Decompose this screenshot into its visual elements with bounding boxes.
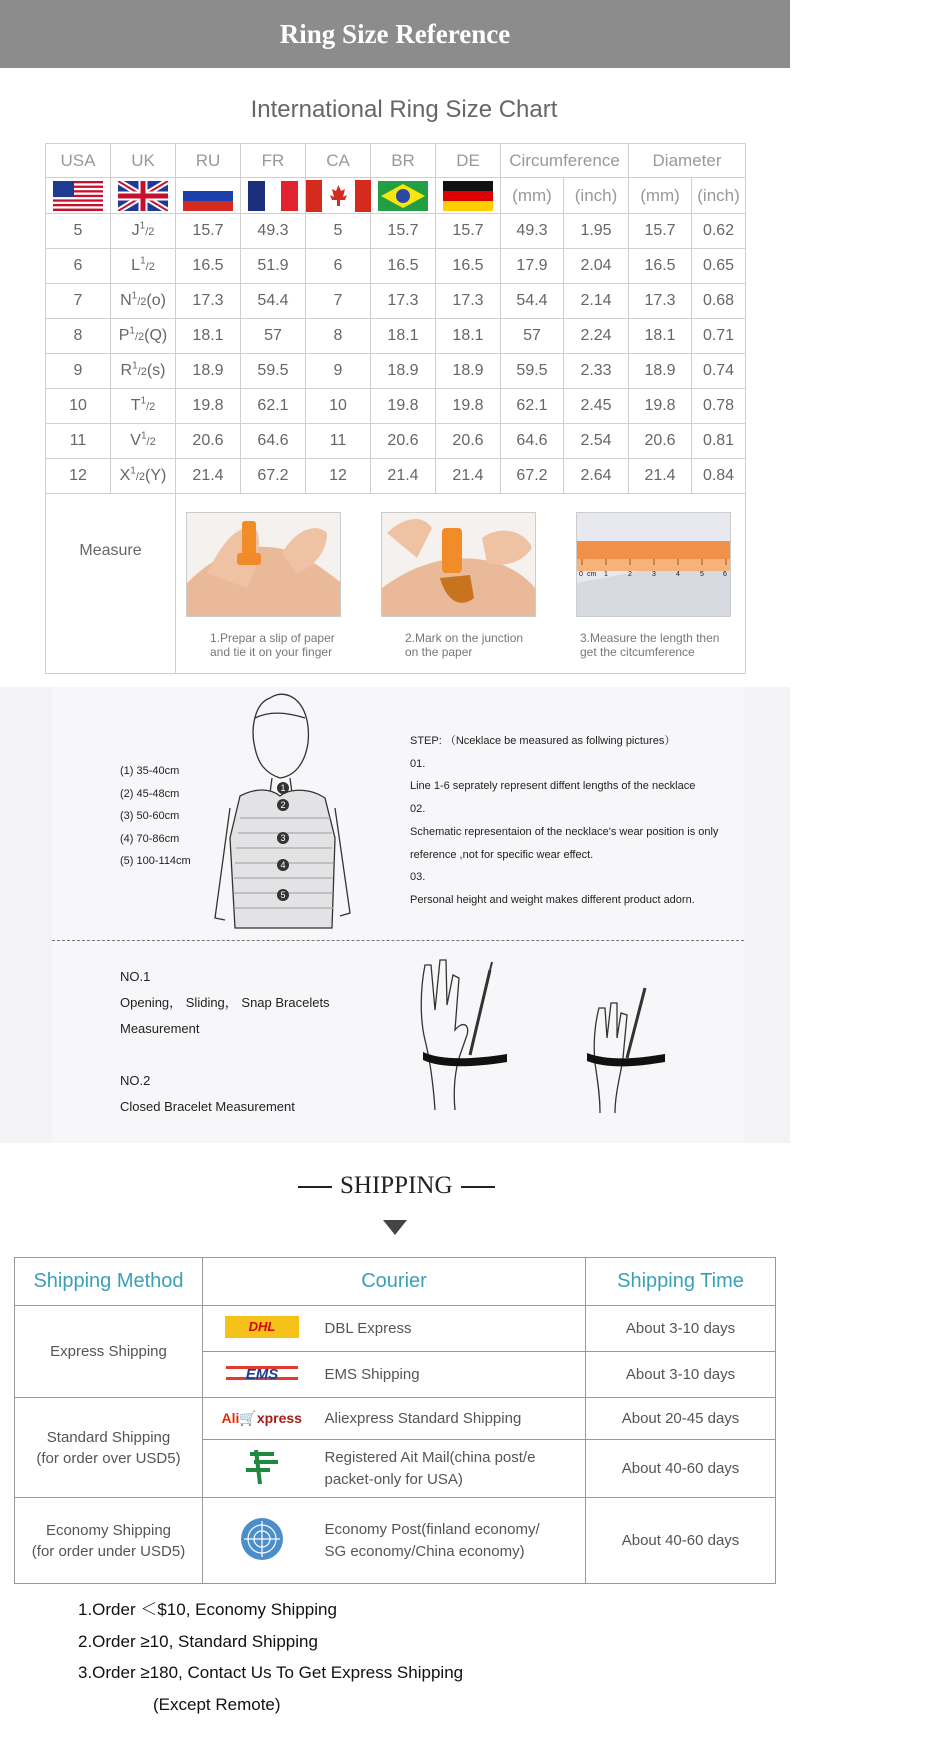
col-header-br: BR — [371, 144, 436, 178]
ring-cell-fr: 62.1 — [241, 389, 306, 424]
time-aliexpress: About 20-45 days — [586, 1398, 776, 1440]
ring-cell-dia-in: 0.78 — [692, 389, 746, 424]
ring-cell-usa: 12 — [46, 459, 111, 494]
ring-cell-dia-in: 0.74 — [692, 354, 746, 389]
france-flag-icon — [248, 181, 298, 211]
col-header-shipping-method: Shipping Method — [15, 1258, 203, 1306]
necklace-steps — [410, 730, 750, 912]
fr-flag-cell — [241, 178, 306, 214]
ring-cell-br: 18.1 — [371, 319, 436, 354]
courier-chinapost: Registered Ait Mail(china post/e packet-only for USA) — [321, 1440, 586, 1498]
ring-cell-uk: $L^1/2$ — [111, 249, 176, 284]
marker-2: 2 — [280, 800, 286, 810]
ring-size-row — [46, 249, 746, 284]
ruler-label-1: 1 — [604, 571, 608, 578]
shipping-row-aliexpress — [15, 1398, 776, 1440]
ring-cell-fr: 49.3 — [241, 214, 306, 249]
canada-flag-icon — [306, 180, 371, 212]
ring-cell-dia-mm: 17.3 — [629, 284, 692, 319]
courier-dhl: DBL Express — [321, 1306, 586, 1352]
col-header-de: DE — [436, 144, 501, 178]
ring-size-row — [46, 459, 746, 494]
ruler-label-0: 0 — [579, 571, 583, 578]
ring-cell-dia-mm: 20.6 — [629, 424, 692, 459]
measure-step-2-caption: 2.Mark on the junction on the paper — [405, 631, 524, 659]
measure-step-3 — [576, 512, 736, 659]
ring-cell-dia-in: 0.81 — [692, 424, 746, 459]
ruler-label-2: 2 — [628, 571, 632, 578]
ring-chart-title: International Ring Size Chart — [250, 96, 558, 123]
time-dhl: About 3-10 days — [586, 1306, 776, 1352]
necklace-length-item: (5) 100-114cm — [120, 855, 191, 867]
necklace-step-line: Schematic representaion of the necklace's wear position is only — [410, 825, 719, 838]
ring-cell-dia-mm: 19.8 — [629, 389, 692, 424]
open-bracelet-hand-illustration — [415, 950, 515, 1115]
ring-cell-usa: 6 — [46, 249, 111, 284]
shipping-header-row — [15, 1258, 776, 1306]
uk-flag-icon — [118, 181, 168, 211]
ring-cell-de: 21.4 — [436, 459, 501, 494]
bracelet-no1-desc: Opening， Sliding， Snap Bracelets — [120, 995, 330, 1010]
ring-cell-ru: 17.3 — [176, 284, 241, 319]
measure-step-2 — [381, 512, 541, 659]
mark-paper-photo — [381, 512, 536, 617]
ring-cell-fr: 59.5 — [241, 354, 306, 389]
necklace-step-line: 01. — [410, 757, 426, 770]
ring-cell-circ-in: 1.95 — [564, 214, 629, 249]
ring-cell-de: 17.3 — [436, 284, 501, 319]
col-header-courier: Courier — [203, 1258, 586, 1306]
ring-cell-circ-mm: 59.5 — [501, 354, 564, 389]
ring-cell-circ-in: 2.33 — [564, 354, 629, 389]
ring-cell-fr: 54.4 — [241, 284, 306, 319]
china-post-logo-icon — [242, 1448, 282, 1486]
ru-flag-cell — [176, 178, 241, 214]
ca-flag-cell — [306, 178, 371, 214]
necklace-step-line: reference ,not for specific wear effect. — [410, 848, 594, 861]
measure-step-1 — [186, 512, 346, 659]
ring-cell-circ-in: 2.14 — [564, 284, 629, 319]
ring-cell-usa: 11 — [46, 424, 111, 459]
marker-5: 5 — [280, 890, 286, 900]
col-header-circumference: Circumference — [501, 144, 629, 178]
brazil-flag-icon — [378, 181, 428, 211]
ring-cell-de: 20.6 — [436, 424, 501, 459]
col-header-ca: CA — [306, 144, 371, 178]
ring-cell-dia-in: 0.68 — [692, 284, 746, 319]
ring-cell-circ-in: 2.04 — [564, 249, 629, 284]
ring-cell-fr: 64.6 — [241, 424, 306, 459]
germany-flag-icon — [443, 181, 493, 211]
ring-cell-circ-in: 2.24 — [564, 319, 629, 354]
ring-cell-fr: 51.9 — [241, 249, 306, 284]
measure-label: Measure — [46, 494, 176, 674]
ring-cell-de: 16.5 — [436, 249, 501, 284]
shipping-note: 1.Order ＜$10, Economy Shipping — [78, 1600, 337, 1619]
ring-cell-br: 17.3 — [371, 284, 436, 319]
courier-aliexpress: Aliexpress Standard Shipping — [321, 1398, 586, 1440]
necklace-model-illustration — [210, 688, 380, 938]
ring-cell-usa: 7 — [46, 284, 111, 319]
ring-cell-dia-mm: 18.9 — [629, 354, 692, 389]
bracelet-no1-title: NO.1 — [120, 969, 151, 984]
unit-dia-inch: (inch) — [692, 178, 746, 214]
ring-cell-circ-mm: 62.1 — [501, 389, 564, 424]
marker-4: 4 — [280, 860, 286, 870]
unit-circ-inch: (inch) — [564, 178, 629, 214]
ring-cell-circ-mm: 54.4 — [501, 284, 564, 319]
ruler-label-cm: cm — [587, 571, 597, 578]
uk-flag-cell — [111, 178, 176, 214]
ems-logo-cell — [203, 1352, 321, 1398]
br-flag-cell — [371, 178, 436, 214]
marker-3: 3 — [280, 833, 286, 843]
ring-cell-dia-in: 0.71 — [692, 319, 746, 354]
measure-step-3-caption: 3.Measure the length then get the citcumference — [580, 631, 720, 659]
ring-size-table — [45, 143, 746, 674]
necklace-length-item: (2) 45-48cm — [120, 787, 180, 800]
ring-cell-circ-mm: 49.3 — [501, 214, 564, 249]
ring-cell-ca: 10 — [306, 389, 371, 424]
ring-cell-fr: 67.2 — [241, 459, 306, 494]
ring-cell-usa: 9 — [46, 354, 111, 389]
ring-cell-uk: $X^1/2(Y)$ — [111, 459, 176, 494]
necklace-length-list — [120, 760, 191, 873]
ring-cell-usa: 10 — [46, 389, 111, 424]
ring-cell-uk: $V^1/2$ — [111, 424, 176, 459]
shipping-note: 3.Order ≥180, Contact Us To Get Express Shipping — [78, 1663, 464, 1682]
ring-cell-de: 18.1 — [436, 319, 501, 354]
ring-cell-circ-mm: 64.6 — [501, 424, 564, 459]
ring-cell-ru: 15.7 — [176, 214, 241, 249]
ring-cell-dia-mm: 15.7 — [629, 214, 692, 249]
dhl-logo-icon — [225, 1316, 299, 1338]
closed-bracelet-hand-illustration — [585, 983, 670, 1115]
ring-header-row — [46, 144, 746, 178]
panel-divider — [52, 940, 744, 941]
ring-size-row — [46, 424, 746, 459]
ring-cell-br: 16.5 — [371, 249, 436, 284]
ring-cell-ru: 21.4 — [176, 459, 241, 494]
ring-cell-ca: 8 — [306, 319, 371, 354]
ring-cell-uk: $J^1/2$ — [111, 214, 176, 249]
shipping-note: (Except Remote) — [153, 1694, 281, 1714]
courier-ems: EMS Shipping — [321, 1352, 586, 1398]
ruler-photo — [576, 512, 731, 617]
time-economy: About 40-60 days — [586, 1498, 776, 1584]
necklace-step-line: 02. — [410, 803, 426, 816]
ring-cell-de: 18.9 — [436, 354, 501, 389]
dhl-logo-cell — [203, 1306, 321, 1352]
aliexpress-logo-icon: Ali🛒xpress — [221, 1410, 302, 1426]
ring-cell-circ-mm: 17.9 — [501, 249, 564, 284]
time-chinapost: About 40-60 days — [586, 1440, 776, 1498]
ring-size-row — [46, 319, 746, 354]
ruler-label-5: 5 — [700, 571, 704, 578]
finger-wrap-photo — [186, 512, 341, 617]
measure-step-1-caption: 1.Prepar a slip of paper and tie it on your finger — [210, 631, 335, 659]
ring-size-row — [46, 354, 746, 389]
ring-cell-ru: 18.9 — [176, 354, 241, 389]
banner-title: Ring Size Reference — [279, 18, 511, 49]
method-economy: Economy Shipping (for order under USD5) — [15, 1498, 203, 1584]
bracelet-no2-desc: Closed Bracelet Measurement — [120, 1099, 295, 1114]
ring-cell-circ-mm: 57 — [501, 319, 564, 354]
col-header-ru: RU — [176, 144, 241, 178]
ring-cell-dia-mm: 16.5 — [629, 249, 692, 284]
necklace-step-line: STEP: （Nceklace be measured as follwing pictures） — [410, 735, 676, 747]
bracelet-instructions — [120, 964, 330, 1120]
col-header-fr: FR — [241, 144, 306, 178]
necklace-length-item: (4) 70-86cm — [120, 832, 180, 845]
ring-cell-br: 18.9 — [371, 354, 436, 389]
down-arrow-icon — [383, 1220, 407, 1235]
necklace-step-line: Line 1-6 seprately represent diffent lengths of the necklace — [410, 780, 696, 793]
bracelet-no1-desc2: Measurement — [120, 1021, 200, 1036]
ring-cell-circ-in: 2.45 — [564, 389, 629, 424]
ring-cell-ca: 9 — [306, 354, 371, 389]
ring-cell-ca: 6 — [306, 249, 371, 284]
ring-cell-circ-in: 2.54 — [564, 424, 629, 459]
ring-cell-ca: 12 — [306, 459, 371, 494]
ring-cell-uk: $N^1/2(o)$ — [111, 284, 176, 319]
necklace-length-item: (3) 50-60cm — [120, 810, 180, 822]
header-banner — [0, 0, 790, 68]
unit-dia-mm: (mm) — [629, 178, 692, 214]
ring-cell-br: 15.7 — [371, 214, 436, 249]
ring-cell-de: 15.7 — [436, 214, 501, 249]
shipping-title-text: SHIPPING — [340, 1172, 453, 1199]
ruler-label-6: 6 — [723, 571, 727, 578]
flag-row — [46, 178, 746, 214]
un-emblem-icon — [235, 1515, 289, 1563]
shipping-table — [14, 1257, 776, 1584]
shipping-note: 2.Order ≥10, Standard Shipping — [78, 1631, 318, 1651]
necklace-step-line: Personal height and weight makes different product adorn. — [410, 893, 695, 906]
method-standard: Standard Shipping (for order over USD5) — [15, 1398, 203, 1498]
ring-cell-fr: 57 — [241, 319, 306, 354]
ring-cell-dia-in: 0.84 — [692, 459, 746, 494]
ring-cell-uk: $P^1/2(Q)$ — [111, 319, 176, 354]
marker-1: 1 — [280, 783, 286, 793]
ring-cell-ca: 5 — [306, 214, 371, 249]
ring-cell-ru: 16.5 — [176, 249, 241, 284]
col-header-diameter: Diameter — [629, 144, 746, 178]
ring-cell-br: 21.4 — [371, 459, 436, 494]
ring-cell-circ-mm: 67.2 — [501, 459, 564, 494]
ring-size-row — [46, 389, 746, 424]
ring-cell-de: 19.8 — [436, 389, 501, 424]
un-logo-cell — [203, 1498, 321, 1584]
method-express: Express Shipping — [15, 1306, 203, 1398]
col-header-shipping-time: Shipping Time — [586, 1258, 776, 1306]
ruler-label-4: 4 — [676, 571, 680, 578]
ring-cell-usa: 5 — [46, 214, 111, 249]
necklace-length-item: (1) 35-40cm — [120, 765, 180, 777]
chinapost-logo-cell — [203, 1440, 321, 1498]
aliexpress-logo-cell — [203, 1398, 321, 1440]
de-flag-cell — [436, 178, 501, 214]
ruler-label-3: 3 — [652, 571, 656, 578]
svg-text:EMS: EMS — [245, 1365, 279, 1383]
shipping-title — [290, 1172, 503, 1200]
ring-cell-ca: 7 — [306, 284, 371, 319]
ring-cell-dia-in: 0.65 — [692, 249, 746, 284]
usa-flag-cell — [46, 178, 111, 214]
ring-cell-br: 19.8 — [371, 389, 436, 424]
col-header-usa: USA — [46, 144, 111, 178]
shipping-row-dhl — [15, 1306, 776, 1352]
ring-size-row — [46, 214, 746, 249]
ring-cell-ca: 11 — [306, 424, 371, 459]
ring-cell-ru: 18.1 — [176, 319, 241, 354]
bracelet-no2-title: NO.2 — [120, 1073, 151, 1088]
shipping-row-economy — [15, 1498, 776, 1584]
ring-cell-ru: 19.8 — [176, 389, 241, 424]
courier-economy-post: Economy Post(finland economy/ SG economy/China economy) — [321, 1498, 586, 1584]
measure-row — [46, 494, 746, 674]
ring-size-row — [46, 284, 746, 319]
usa-flag-icon — [53, 181, 103, 211]
unit-circ-mm: (mm) — [501, 178, 564, 214]
svg-text:DHL: DHL — [248, 1318, 276, 1334]
ring-cell-circ-in: 2.64 — [564, 459, 629, 494]
russia-flag-icon — [183, 181, 233, 211]
ring-cell-uk: $R^1/2(s)$ — [111, 354, 176, 389]
shipping-notes — [78, 1594, 463, 1720]
ring-cell-dia-mm: 21.4 — [629, 459, 692, 494]
ring-cell-dia-in: 0.62 — [692, 214, 746, 249]
ring-cell-dia-mm: 18.1 — [629, 319, 692, 354]
ring-cell-uk: $T^1/2$ — [111, 389, 176, 424]
necklace-step-line: 03. — [410, 871, 426, 884]
ring-cell-br: 20.6 — [371, 424, 436, 459]
ems-logo-icon — [226, 1362, 298, 1384]
ring-cell-ru: 20.6 — [176, 424, 241, 459]
col-header-uk: UK — [111, 144, 176, 178]
measure-steps-cell — [176, 494, 746, 674]
time-ems: About 3-10 days — [586, 1352, 776, 1398]
ring-cell-usa: 8 — [46, 319, 111, 354]
